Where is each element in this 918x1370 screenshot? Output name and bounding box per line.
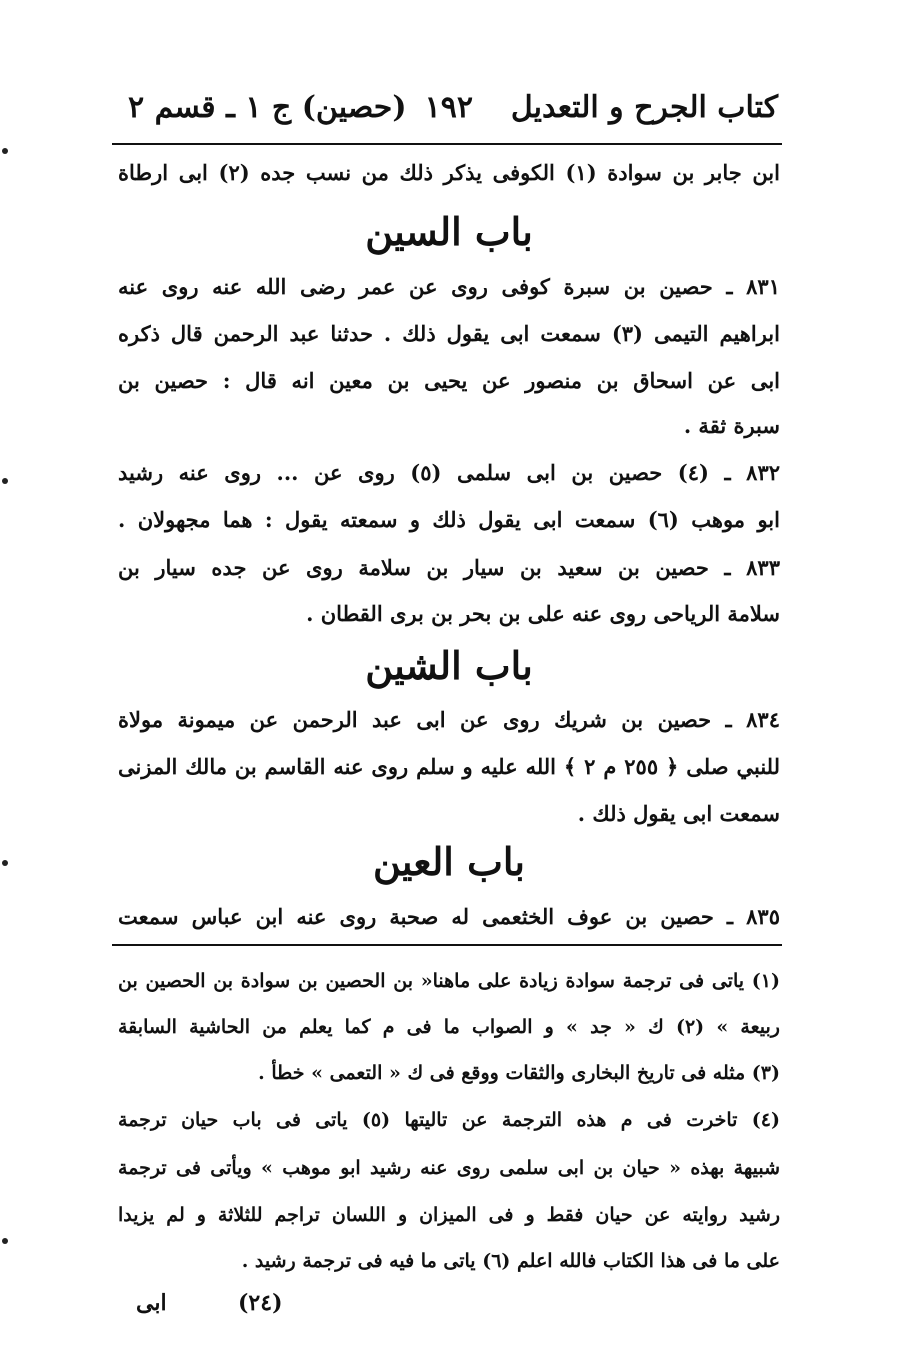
entry-line: ٨٣٢ ـ (٤) حصين بن ابى سلمى (٥) روى عن ... روى عنه رشيد [118,460,780,485]
entry-line: للنبي صلى ﴿ ٢٥٥ م ٢ ﴾ الله عليه و سلم روى عنه القاسم بن مالك المزنى [118,754,780,779]
margin-speck [2,1238,8,1244]
book-title: كتاب الجرح و التعديل [510,90,778,125]
chapter-title-shin: باب الشين [365,643,533,688]
margin-speck [2,860,8,866]
page-number: ١٩٢ [424,90,473,125]
entry-line: ٨٣١ ـ حصين بن سبرة كوفى روى عن عمر رضى الله عنه روى عنه [118,274,780,299]
margin-speck [2,148,8,154]
entry-line: ٨٣٥ ـ حصين بن عوف الخثعمى له صحبة روى عنه ابن عباس سمعت [118,904,780,929]
margin-speck [2,478,8,484]
entry-line: ٨٣٣ ـ حصين بن سعيد بن سيار بن سلامة روى عن جده سيار بن [118,555,780,580]
footnote-line: رشيد روايته عن حيان فقط و فى الميزان و اللسان تراجم للثلاثة و لم يزيدا [118,1204,780,1226]
footnote-line: (٣) مثله فى تاريخ البخارى والثقات ووقع فى ك « التعمى » خطأ . [258,1062,780,1084]
chapter-title-ayn: باب العين [372,839,526,884]
running-header [118,78,778,138]
entry-line: ابراهيم التيمى (٣) سمعت ابى يقول ذلك . حدثنا عبد الرحمن قال ذكره [118,321,780,346]
entry-line: ٨٣٤ ـ حصين بن شريك روى عن ابى عبد الرحمن عن ميمونة مولاة [118,707,780,732]
entry-line: سلامة الرياحى روى عنه على بن بحر بن برى القطان . [306,601,780,626]
catchword: ابى [136,1290,167,1316]
entry-line: ابى عن اسحاق بن منصور عن يحيى بن معين انه قال : حصين بن [118,368,780,393]
volume-label: (حصين) ج ١ ـ قسم ٢ [128,90,407,125]
entry-line: سبرة ثقة . [683,413,780,438]
footnote-rule [112,944,782,946]
footnote-line: شبيهة بهذه « حيان بن ابى سلمى روى عنه رشيد ابو موهب » ويأتى فى ترجمة [118,1157,780,1179]
entry-line: ابو موهب (٦) سمعت ابى يقول ذلك و سمعته يقول : هما مجهولان . [118,507,780,532]
footnote-line: (٤) تاخرت فى م هذه الترجمة عن تاليتها (٥) ياتى فى باب حيان ترجمة [118,1109,780,1131]
entry-line: سمعت ابى يقول ذلك . [577,801,780,826]
chapter-title-sin: باب السين [365,209,533,254]
intro-line: ابن جابر بن سوادة (١) الكوفى يذكر ذلك من نسب جده (٢) ابى ارطاة [118,160,780,185]
footnote-line: (١) ياتى فى ترجمة سوادة زيادة على ماهنا« بن الحصين بن سوادة بن الحصين بن [118,970,780,992]
footnote-line: على ما فى هذا الكتاب فالله اعلم (٦) ياتى ما فيه فى ترجمة رشيد . [241,1250,780,1272]
signature-mark: (٢٤) [238,1290,283,1316]
footnote-line: ربيعة » (٢) ك « جد » و الصواب ما فى م كما يعلم من الحاشية السابقة [118,1016,780,1038]
header-rule [112,143,782,145]
